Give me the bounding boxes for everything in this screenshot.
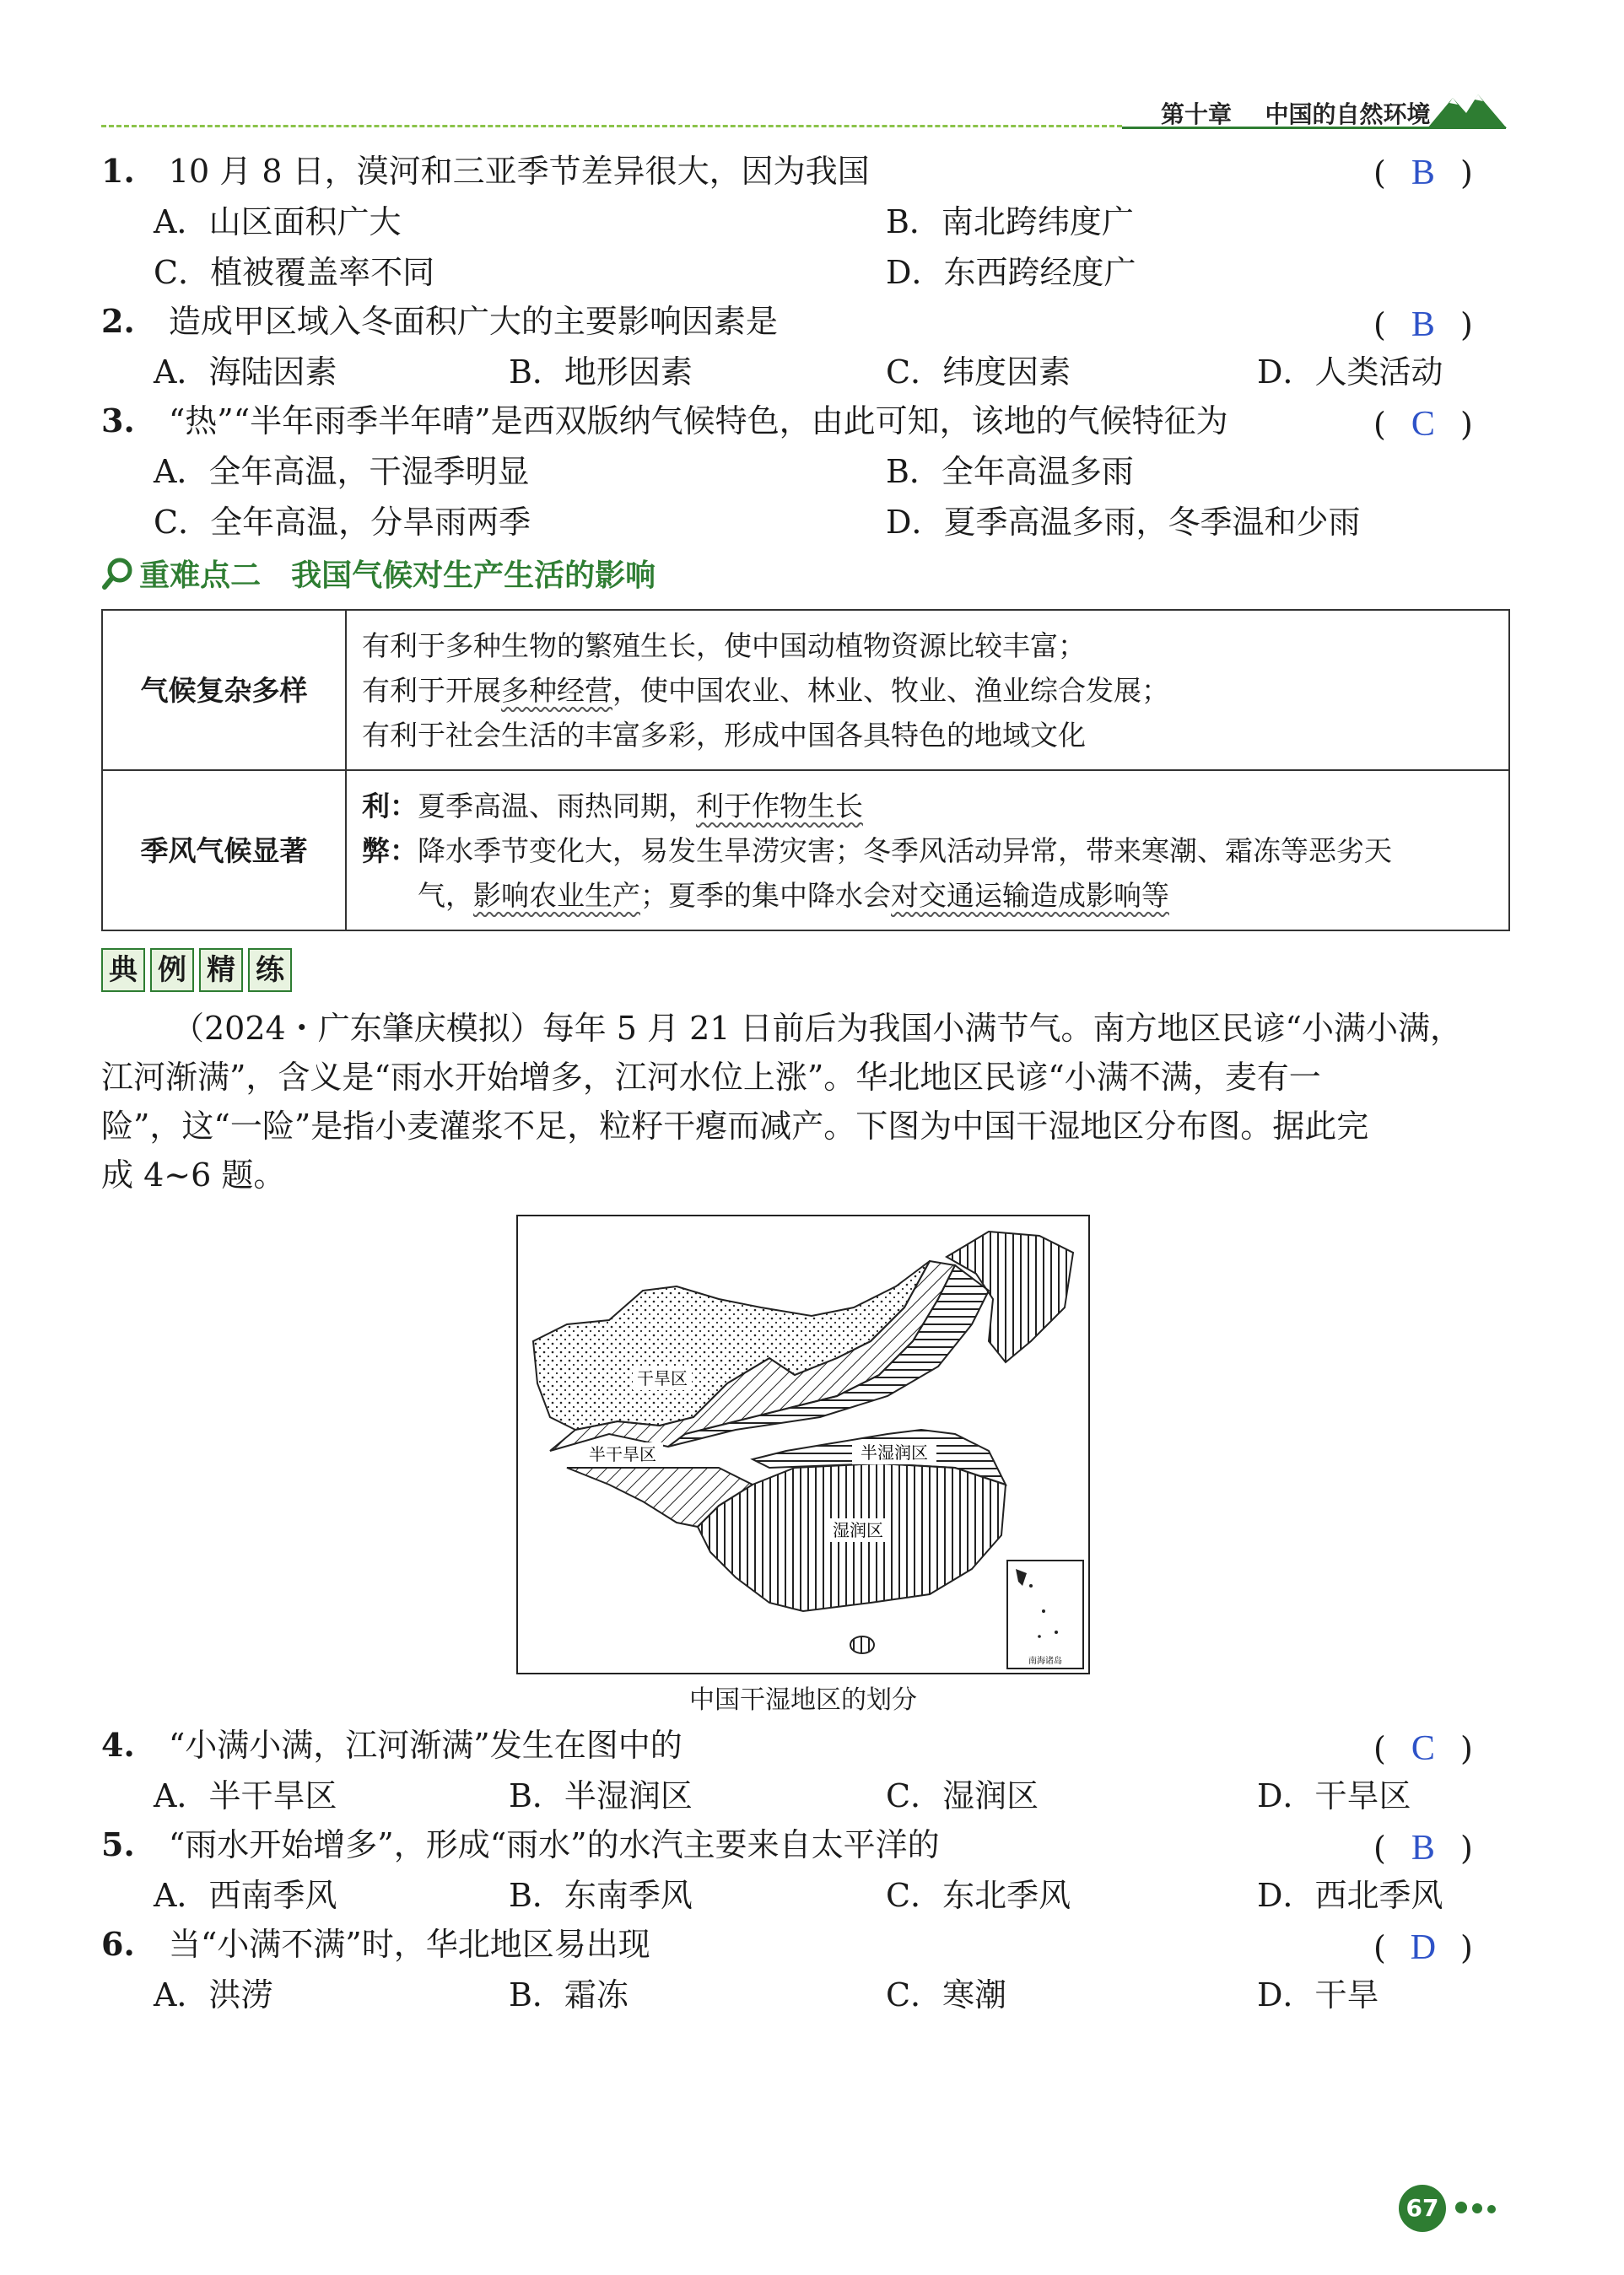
answer-letter: B xyxy=(1411,1829,1435,1868)
example-char: 例 xyxy=(150,948,194,992)
option-a: A．山区面积广大 xyxy=(154,203,402,240)
answer-box: ( C ) xyxy=(1373,405,1473,444)
section-title: 重难点二 我国气候对生产生活的影响 xyxy=(139,558,656,593)
answer-letter: C xyxy=(1411,1729,1435,1768)
example-char: 典 xyxy=(101,948,145,992)
content-line: 气，影响农业生产；夏季的集中降水会对交通运输造成影响等 xyxy=(418,878,1169,912)
option-c: C．湿润区 xyxy=(886,1777,1039,1814)
answer-letter: B xyxy=(1411,154,1435,192)
option-d: D．夏季高温多雨，冬季温和少雨 xyxy=(886,504,1361,541)
paragraph-line: 成 4~6 题。 xyxy=(101,1156,286,1194)
question-stem: “热”“半年雨季半年晴”是西双版纳气候特色，由此可知，该地的气候特征为 xyxy=(168,402,1228,439)
example-heading xyxy=(101,948,297,992)
section-heading xyxy=(101,552,656,595)
option-a: A．海陆因素 xyxy=(154,353,337,391)
paragraph-line: （2024・广东肇庆模拟）每年 5 月 21 日前后为我国小满节气。南方地区民谚“小满小满， xyxy=(172,1010,1462,1047)
question-number: 3. xyxy=(101,402,135,439)
footer-dots-icon xyxy=(1455,2201,1496,2217)
example-char: 精 xyxy=(199,948,243,992)
option-a: A．洪涝 xyxy=(154,1976,273,2014)
option-c: C．寒潮 xyxy=(886,1976,1007,2014)
paragraph-line: 江河渐满”，含义是“雨水开始增多，江河水位上涨”。华北地区民谚“小满不满，麦有一 xyxy=(101,1059,1321,1096)
option-c: C．东北季风 xyxy=(886,1877,1071,1914)
row-label: 气候复杂多样 xyxy=(102,610,346,770)
option-b: B．全年高温多雨 xyxy=(886,453,1134,490)
answer-box: ( C ) xyxy=(1373,1729,1473,1768)
map-caption: 中国干湿地区的划分 xyxy=(689,1685,917,1715)
answer-letter: B xyxy=(1411,305,1435,344)
option-b: B．霜冻 xyxy=(509,1976,629,2014)
answer-box: ( D ) xyxy=(1373,1928,1473,1967)
table-row xyxy=(102,770,1509,930)
option-d: D．干旱区 xyxy=(1257,1777,1411,1814)
option-a: A．全年高温，干湿季明显 xyxy=(154,453,530,490)
question-stem: “小满小满，江河渐满”发生在图中的 xyxy=(168,1727,683,1764)
question-number: 1. xyxy=(101,152,135,190)
option-b: B．南北跨纬度广 xyxy=(886,203,1134,240)
map-label-arid: 干旱区 xyxy=(637,1368,688,1388)
answer-box: ( B ) xyxy=(1373,1829,1473,1868)
option-a: A．半干旱区 xyxy=(154,1777,337,1814)
mountain-icon xyxy=(1427,91,1507,128)
option-d: D．西北季风 xyxy=(1257,1877,1443,1914)
option-c: C．纬度因素 xyxy=(886,353,1071,391)
row-content xyxy=(346,770,1509,930)
page-number: 67 xyxy=(1399,2185,1446,2232)
header-dashed-rule xyxy=(101,125,1122,127)
paragraph-line: 险”，这“一险”是指小麦灌浆不足，粒籽干瘪而减产。下图为中国干湿地区分布图。据此完 xyxy=(101,1108,1369,1145)
content-line: 有利于多种生物的繁殖生长，使中国动植物资源比较丰富； xyxy=(362,628,1086,662)
table-row xyxy=(102,610,1509,770)
option-b: B．东南季风 xyxy=(509,1877,693,1914)
option-a: A．西南季风 xyxy=(154,1877,337,1914)
content-line: 有利于社会生活的丰富多彩，形成中国各具特色的地域文化 xyxy=(362,718,1086,752)
answer-box: ( B ) xyxy=(1373,305,1473,344)
question-stem: 当“小满不满”时，华北地区易出现 xyxy=(168,1926,650,1963)
option-b: B．地形因素 xyxy=(509,353,693,391)
option-c: C．全年高温，分旱雨两季 xyxy=(154,504,531,541)
question-stem: “雨水开始增多”，形成“雨水”的水汽主要来自太平洋的 xyxy=(168,1826,940,1863)
question-number: 5. xyxy=(101,1825,135,1863)
question-number: 6. xyxy=(101,1925,135,1963)
option-d: D．东西跨经度广 xyxy=(886,254,1136,291)
chapter-label xyxy=(1161,96,1431,130)
answer-box: ( B ) xyxy=(1373,154,1473,192)
option-b: B．半湿润区 xyxy=(509,1777,693,1814)
china-dryness-map xyxy=(516,1215,1090,1674)
chapter-title: 中国的自然环境 xyxy=(1265,100,1431,128)
content-line: 有利于开展多种经营，使中国农业、林业、牧业、渔业综合发展； xyxy=(362,673,1169,707)
inset-label: 南海诸岛 xyxy=(1028,1657,1062,1666)
content-line: 利：夏季高温、雨热同期，利于作物生长 xyxy=(362,789,863,822)
chapter-number: 第十章 xyxy=(1161,100,1233,128)
map-label-semi-arid: 半干旱区 xyxy=(589,1444,656,1464)
row-label: 季风气候显著 xyxy=(102,770,346,930)
question-stem: 10 月 8 日，漠河和三亚季节差异很大，因为我国 xyxy=(168,153,870,190)
question-number: 2. xyxy=(101,302,135,340)
magnifier-icon xyxy=(101,557,135,590)
map-label-semi-humid: 半湿润区 xyxy=(861,1442,928,1463)
example-char: 练 xyxy=(248,948,292,992)
question-stem: 造成甲区域入冬面积广大的主要影响因素是 xyxy=(168,303,778,340)
answer-letter: D xyxy=(1410,1928,1437,1967)
option-d: D．人类活动 xyxy=(1257,353,1443,391)
example-paragraph xyxy=(101,1004,1519,1199)
knowledge-table xyxy=(101,609,1510,931)
content-line: 弊：降水季节变化大，易发生旱涝灾害；冬季风活动异常，带来寒潮、霜冻等恶劣天 xyxy=(362,833,1392,867)
page-footer xyxy=(1399,2185,1496,2232)
row-content xyxy=(346,610,1509,770)
map-label-humid: 湿润区 xyxy=(833,1520,883,1540)
option-d: D．干旱 xyxy=(1257,1976,1379,2014)
question-number: 4. xyxy=(101,1726,135,1764)
answer-letter: C xyxy=(1411,405,1435,444)
option-c: C．植被覆盖率不同 xyxy=(154,254,435,291)
